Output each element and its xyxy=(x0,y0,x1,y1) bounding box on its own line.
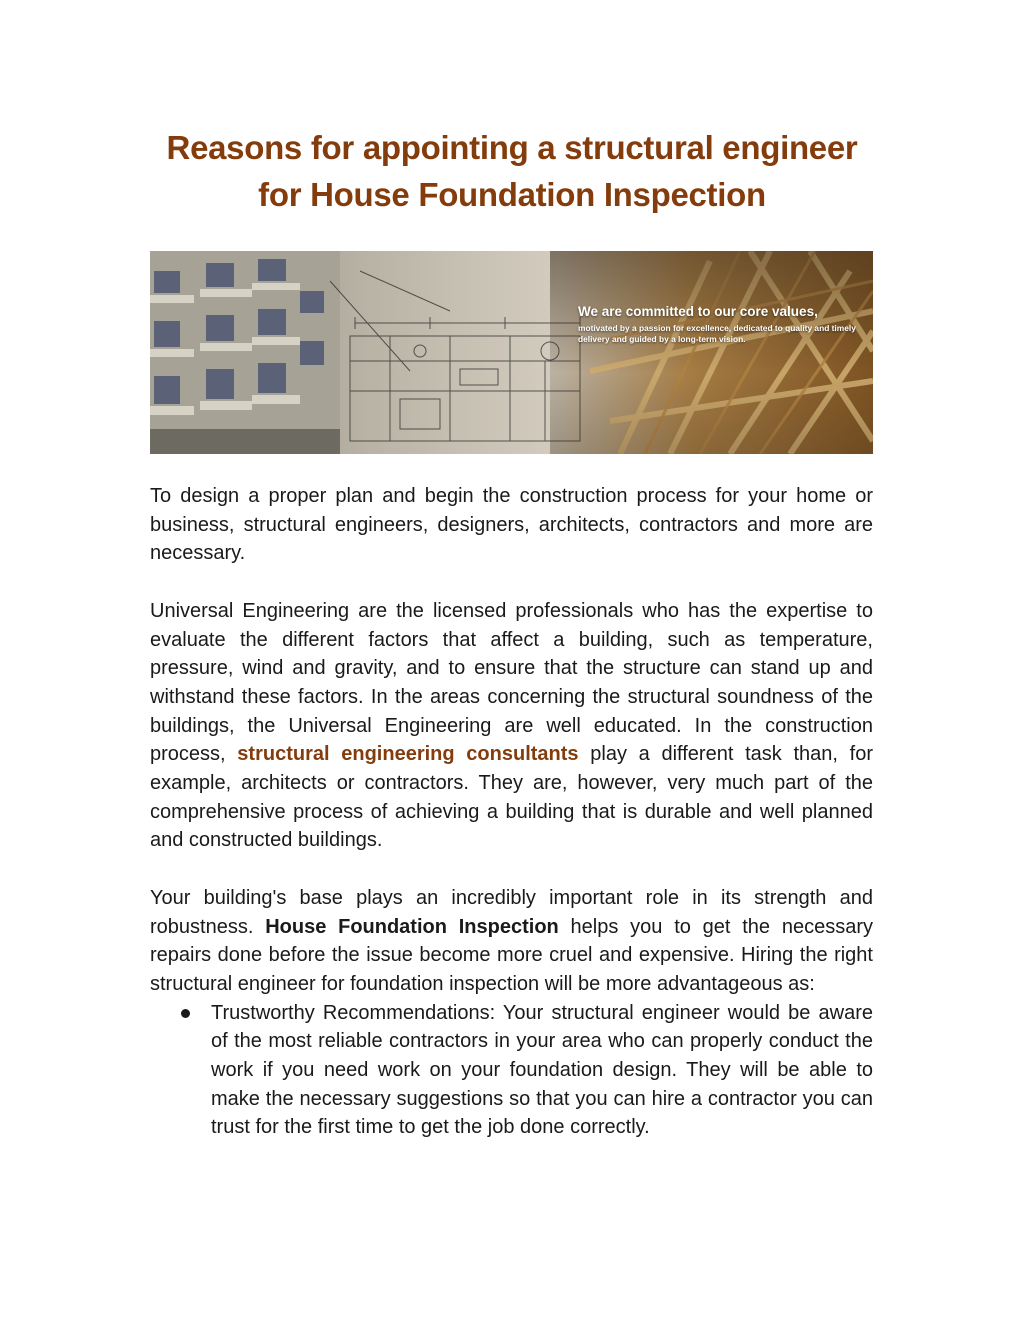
paragraph-3-text-b: helps you to get the necessary repairs done before the issue become more cruel and expensive. Hiring the right structural engineer for foundation inspection will be more advantageous as: xyxy=(150,915,873,995)
paragraph-2-text-a: Universal Engineering are the licensed professionals who has the expertise to evaluate the different factors that affect a building, such as temperature, pressure, wind and gravity, and to ensure that the structure can stand up and withstand these factors. In the areas concerning the structural soundness of the buildings, the Universal Engineering are well educated. In the construction process, xyxy=(150,599,873,766)
list-item xyxy=(150,999,873,1143)
paragraph-intro: To design a proper plan and begin the construction process for your home or business, structural engineers, designers, architects, contractors and more are necessary. xyxy=(150,485,873,565)
house-foundation-inspection-term: House Foundation Inspection xyxy=(265,915,559,938)
structural-engineering-consultants-link[interactable]: structural engineering consultants xyxy=(237,743,579,766)
hero-caption xyxy=(578,304,868,345)
page-title xyxy=(150,124,874,218)
paragraph-3-text-a: Your building's base plays an incredibly important role in its strength and robustness. xyxy=(150,886,873,938)
hero-image xyxy=(150,251,873,454)
benefits-list xyxy=(150,999,873,1143)
paragraph-foundation xyxy=(150,884,873,999)
paragraph-2-text-b: play a different task than, for example, architects or contractors. They are, however, very much part of the comprehensive process of achieving a building that is durable and well planned and constructed buildings. xyxy=(150,743,873,852)
bullet-icon xyxy=(181,1009,190,1018)
title-line-2: for House Foundation Inspection xyxy=(258,176,766,213)
hero-subtext: motivated by a passion for excellence, dedicated to quality and timely delivery and guided by a long-term vision. xyxy=(578,323,856,344)
construction-blueprint-banner xyxy=(150,251,873,454)
list-item-text: Trustworthy Recommendations: Your structural engineer would be aware of the most reliable contractors in your area who can properly conduct the work if you need work on your foundation design. They will be able to make the necessary suggestions so that you can hire a contractor you can trust for the first time to get the job done correctly. xyxy=(211,1001,873,1139)
article-body xyxy=(150,482,873,1142)
hero-headline: We are committed to our core values, xyxy=(578,304,818,319)
paragraph-universal-engineering xyxy=(150,597,873,855)
title-line-1: Reasons for appointing a structural engineer xyxy=(166,129,858,166)
